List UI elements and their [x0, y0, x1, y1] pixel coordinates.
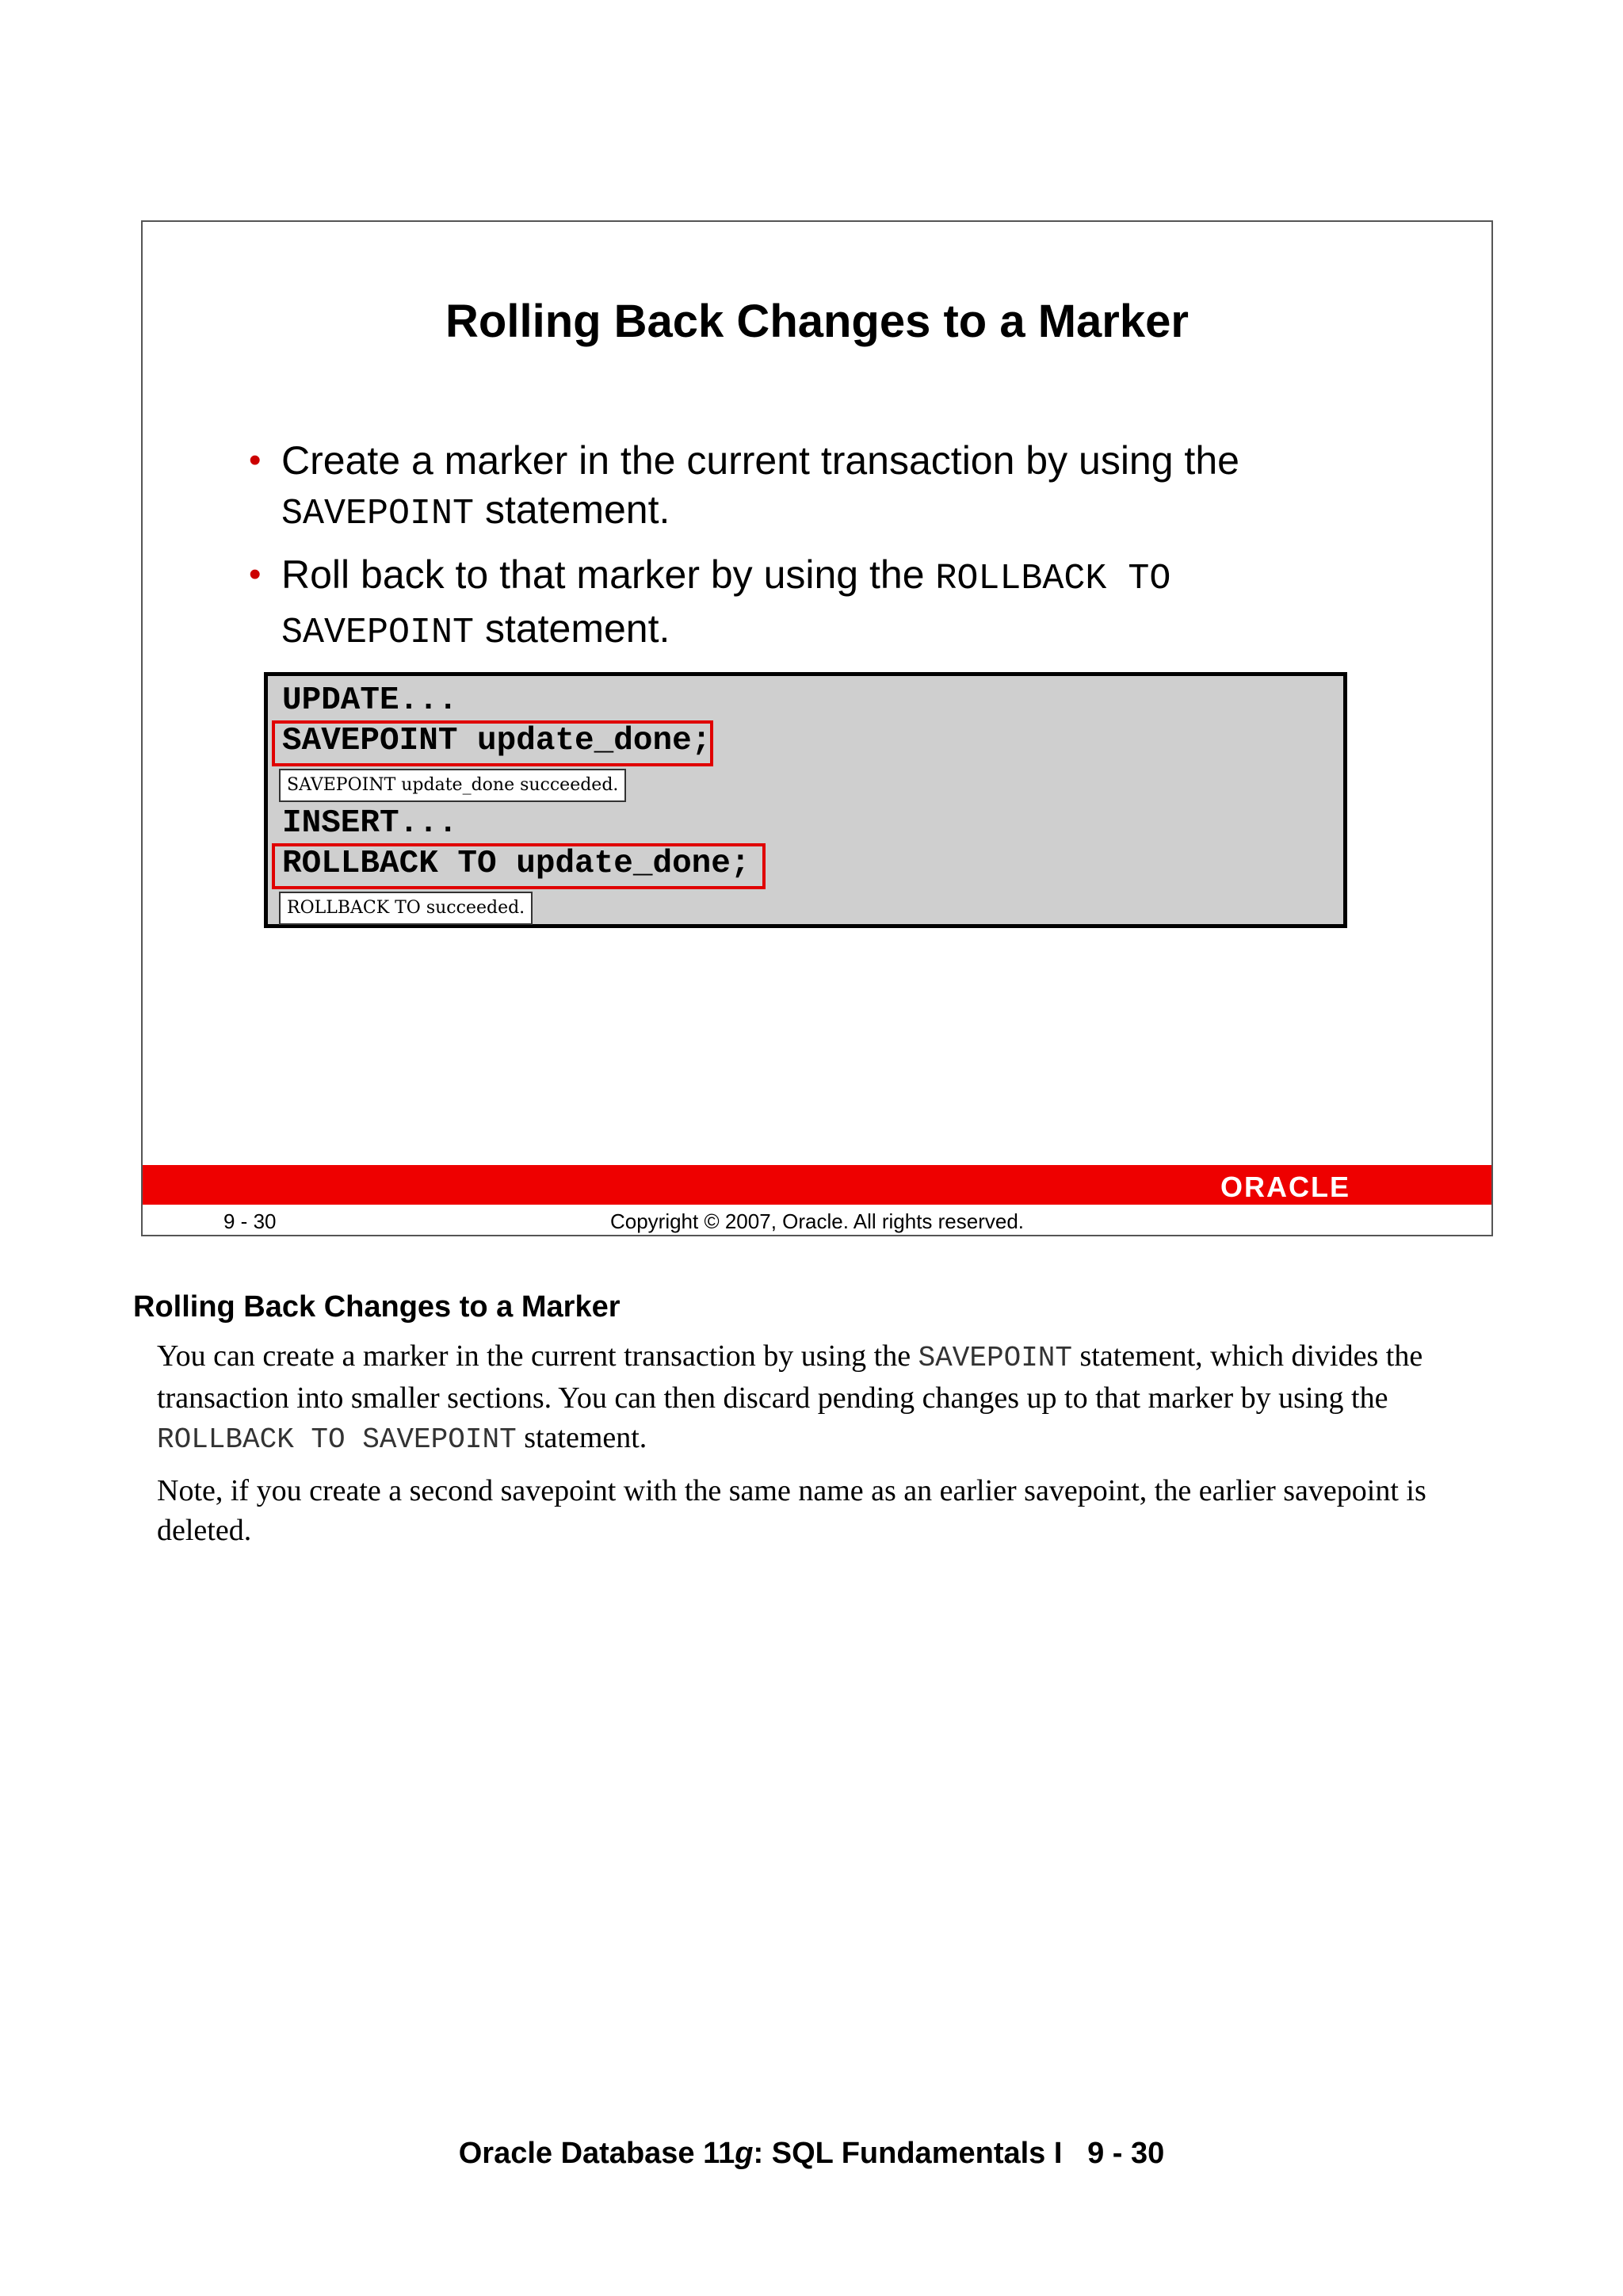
bullet-item: • Create a marker in the current transaction by using the SAVEPOINT statement. [246, 436, 1339, 539]
savepoint-highlight [272, 720, 713, 766]
notes-title: Rolling Back Changes to a Marker [133, 1290, 621, 1324]
notes-paragraph: You can create a marker in the current transaction by using the SAVEPOINT statement, which divides the transaction into smaller sections. You can then discard pending changes up to that marker by using the ROLLBACK TO SAVEPOINT statement. [157, 1339, 1423, 1456]
slide-page-number: 9 - 30 [223, 1209, 277, 1233]
notes-paragraph: Note, if you create a second savepoint with the same name as an earlier savepoint, the earlier savepoint is deleted. [157, 1474, 1426, 1547]
copyright-notice: Copyright © 2007, Oracle. All rights reserved. [609, 1209, 1025, 1233]
bullet-list [246, 436, 1339, 669]
rollback-result-message: ROLLBACK TO succeeded. [279, 892, 533, 925]
code-example-box [264, 672, 1347, 928]
notes-body [157, 1336, 1504, 1561]
slide [141, 220, 1493, 1236]
bullet-item: • Roll back to that marker by using the ROLLBACK TO SAVEPOINT statement. [246, 550, 1339, 658]
oracle-logo: ORACLE [1220, 1171, 1350, 1203]
page-footer: Oracle Database 11g: SQL Fundamentals I 9 - 30 [458, 2137, 1165, 2170]
savepoint-result-message: SAVEPOINT update_done succeeded. [279, 769, 626, 802]
code-line-insert: INSERT... [282, 805, 458, 842]
bullet-dot-icon: • [249, 555, 262, 594]
bullet-dot-icon: • [249, 441, 262, 479]
rollback-highlight [272, 843, 766, 889]
slide-title: Rolling Back Changes to a Marker [445, 296, 1189, 347]
code-line-savepoint: SAVEPOINT update_done; [282, 723, 712, 759]
code-line-rollback: ROLLBACK TO update_done; [282, 846, 750, 882]
slide-footer-bar [143, 1165, 1491, 1205]
code-line-update: UPDATE... [282, 682, 458, 719]
